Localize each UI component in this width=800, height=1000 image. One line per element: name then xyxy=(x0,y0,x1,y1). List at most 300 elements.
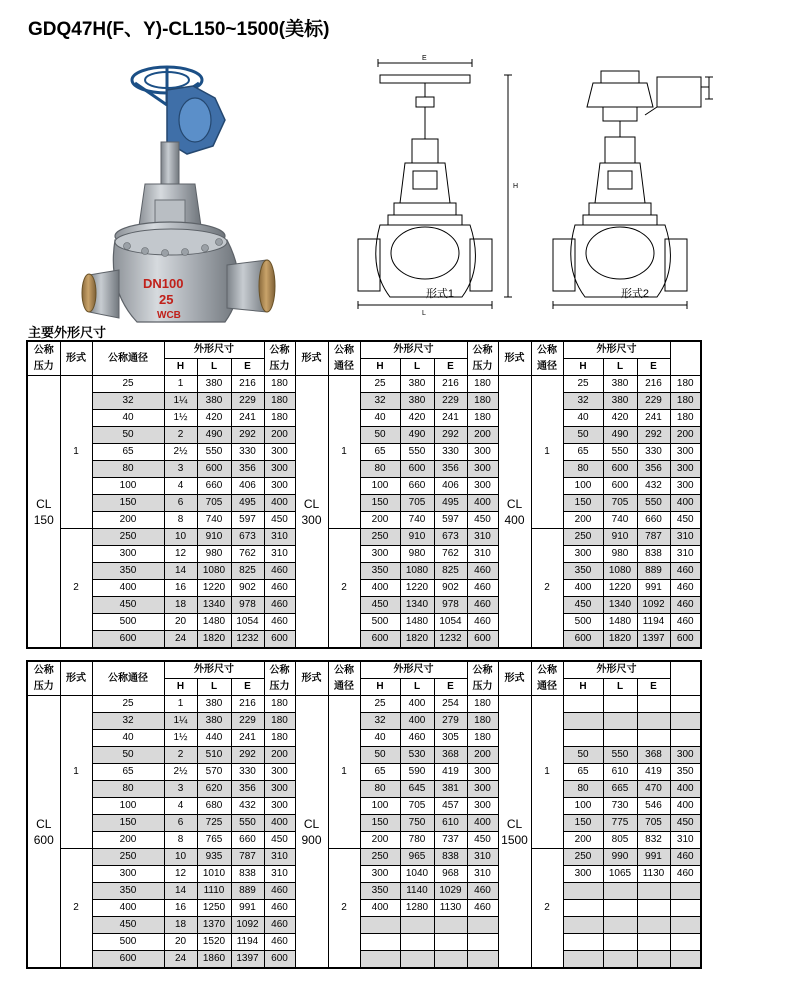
dn-inch: 24 xyxy=(164,631,197,649)
table-row xyxy=(27,563,701,580)
dn-mm: 50 xyxy=(563,747,603,764)
dim-e: 460 xyxy=(670,563,701,580)
dn-mm: 300 xyxy=(563,546,603,563)
dn-mm: 600 xyxy=(563,631,603,649)
dim-h: 660 xyxy=(197,478,231,495)
dn-mm: 100 xyxy=(92,798,164,815)
dim-e: 300 xyxy=(467,461,498,478)
table-row xyxy=(27,730,701,747)
dim-e: 460 xyxy=(467,900,498,917)
dn-mm: 50 xyxy=(92,747,164,764)
dim-l: 241 xyxy=(231,410,264,427)
dim-h: 420 xyxy=(400,410,434,427)
form-type: 1 xyxy=(531,696,563,849)
dim-e: 450 xyxy=(670,512,701,529)
dn-inch: 6 xyxy=(164,495,197,512)
header-pressure: 公称 压力 xyxy=(467,341,498,376)
table-row xyxy=(27,478,701,495)
dim-h: 750 xyxy=(400,815,434,832)
header-pressure: 公称 压力 xyxy=(264,661,295,696)
dn-mm: 40 xyxy=(360,410,400,427)
dim-e: 460 xyxy=(467,597,498,614)
dim-e: 200 xyxy=(264,747,295,764)
table-row xyxy=(27,764,701,781)
dim-h: 1280 xyxy=(400,900,434,917)
dim-l: 406 xyxy=(434,478,467,495)
dim-l: 241 xyxy=(231,730,264,747)
dim-h: 1480 xyxy=(400,614,434,631)
header-dimensions: 外形尺寸 xyxy=(164,661,264,679)
dim-e: 400 xyxy=(467,815,498,832)
header-e: E xyxy=(637,679,670,696)
dim-l: 787 xyxy=(231,849,264,866)
dim-h: 990 xyxy=(603,849,637,866)
dim-l: 330 xyxy=(231,764,264,781)
dn-mm: 32 xyxy=(360,393,400,410)
dim-h: 420 xyxy=(603,410,637,427)
dim-e: 180 xyxy=(467,696,498,713)
dim-h: 490 xyxy=(603,427,637,444)
dim-l: 432 xyxy=(637,478,670,495)
dn-mm: 80 xyxy=(563,461,603,478)
dn-inch: 18 xyxy=(164,597,197,614)
dim-h xyxy=(603,696,637,713)
dim-l: 1397 xyxy=(231,951,264,969)
dn-mm: 100 xyxy=(360,798,400,815)
header-dimensions: 外形尺寸 xyxy=(360,661,467,679)
dim-h: 1110 xyxy=(197,883,231,900)
dim-e: 300 xyxy=(264,478,295,495)
table-row xyxy=(27,376,701,393)
dim-h: 1065 xyxy=(603,866,637,883)
dim-e: 300 xyxy=(670,461,701,478)
dim-e: 450 xyxy=(467,832,498,849)
dim-l: 762 xyxy=(434,546,467,563)
dim-l: 902 xyxy=(434,580,467,597)
dim-l: 356 xyxy=(231,461,264,478)
dim-h: 380 xyxy=(400,376,434,393)
header-l: L xyxy=(400,359,434,376)
dim-e: 400 xyxy=(670,495,701,512)
dn-inch: 1 xyxy=(164,696,197,713)
dim-e: 600 xyxy=(264,631,295,649)
form-type: 1 xyxy=(328,376,360,529)
dn-mm: 65 xyxy=(563,764,603,781)
dim-l: 1232 xyxy=(231,631,264,649)
dim-e: 600 xyxy=(264,951,295,969)
dim-l: 356 xyxy=(434,461,467,478)
header-l: L xyxy=(603,679,637,696)
dim-e xyxy=(670,696,701,713)
dim-h: 665 xyxy=(603,781,637,798)
dim-l xyxy=(637,917,670,934)
dn-mm: 400 xyxy=(92,900,164,917)
dim-l: 356 xyxy=(637,461,670,478)
header-l: L xyxy=(197,679,231,696)
dim-l xyxy=(434,917,467,934)
dim-e: 180 xyxy=(670,410,701,427)
dim-l: 1092 xyxy=(231,917,264,934)
dn-mm: 450 xyxy=(92,597,164,614)
dim-h: 1520 xyxy=(197,934,231,951)
table-row xyxy=(27,849,701,866)
dn-mm: 150 xyxy=(92,495,164,512)
dim-e xyxy=(467,917,498,934)
dim-l xyxy=(637,730,670,747)
dim-e: 460 xyxy=(670,849,701,866)
dim-l: 330 xyxy=(434,444,467,461)
dim-l: 419 xyxy=(637,764,670,781)
dim-l: 254 xyxy=(434,696,467,713)
dn-mm xyxy=(563,934,603,951)
dim-l: 1194 xyxy=(231,934,264,951)
dim-e: 460 xyxy=(467,563,498,580)
dim-l: 825 xyxy=(231,563,264,580)
dim-l: 305 xyxy=(434,730,467,747)
dim-l: 546 xyxy=(637,798,670,815)
dim-e xyxy=(467,934,498,951)
dim-l: 610 xyxy=(434,815,467,832)
table-row xyxy=(27,713,701,730)
table-row xyxy=(27,393,701,410)
dim-e xyxy=(467,951,498,969)
dim-e: 180 xyxy=(467,393,498,410)
dn-mm: 250 xyxy=(92,529,164,546)
dim-h: 530 xyxy=(400,747,434,764)
dim-e: 200 xyxy=(467,747,498,764)
dim-l: 737 xyxy=(434,832,467,849)
dim-h: 550 xyxy=(603,444,637,461)
dim-e: 300 xyxy=(670,478,701,495)
header-dimensions: 外形尺寸 xyxy=(563,661,670,679)
dn-mm: 100 xyxy=(563,478,603,495)
header-form: 形式 xyxy=(60,661,92,696)
dn-mm: 150 xyxy=(360,495,400,512)
dim-l: 787 xyxy=(637,529,670,546)
table-row xyxy=(27,512,701,529)
dim-h: 910 xyxy=(400,529,434,546)
table-row xyxy=(27,444,701,461)
dim-l: 419 xyxy=(434,764,467,781)
dim-l: 241 xyxy=(434,410,467,427)
table-row xyxy=(27,866,701,883)
header-dimensions: 外形尺寸 xyxy=(563,341,670,359)
drawing-form-2 xyxy=(545,53,725,313)
dim-h: 550 xyxy=(603,747,637,764)
dn-mm: 32 xyxy=(360,713,400,730)
dn-mm: 350 xyxy=(360,883,400,900)
dim-l: 550 xyxy=(637,495,670,512)
dim-h: 1220 xyxy=(603,580,637,597)
dim-l: 1232 xyxy=(434,631,467,649)
dn-mm: 400 xyxy=(563,580,603,597)
dim-l: 406 xyxy=(231,478,264,495)
dim-e xyxy=(670,917,701,934)
dn-mm: 500 xyxy=(360,614,400,631)
dn-mm: 250 xyxy=(563,849,603,866)
dim-l: 978 xyxy=(434,597,467,614)
dn-mm: 400 xyxy=(360,900,400,917)
dn-mm: 50 xyxy=(92,427,164,444)
dim-l xyxy=(637,951,670,969)
form-type: 1 xyxy=(60,376,92,529)
dim-h: 765 xyxy=(197,832,231,849)
dim-e: 400 xyxy=(670,798,701,815)
dn-mm: 350 xyxy=(360,563,400,580)
dn-inch: 1½ xyxy=(164,730,197,747)
dn-inch: 10 xyxy=(164,849,197,866)
header-h: H xyxy=(164,359,197,376)
table-row xyxy=(27,410,701,427)
header-h: H xyxy=(563,679,603,696)
dim-l: 550 xyxy=(231,815,264,832)
dim-label-l: L xyxy=(422,310,426,317)
dim-e: 300 xyxy=(467,444,498,461)
dim-l: 660 xyxy=(637,512,670,529)
dn-inch: 20 xyxy=(164,614,197,631)
dn-inch: 14 xyxy=(164,563,197,580)
dim-h: 1010 xyxy=(197,866,231,883)
dn-mm: 25 xyxy=(92,376,164,393)
dim-h: 600 xyxy=(603,478,637,495)
dn-mm: 200 xyxy=(92,512,164,529)
dim-l: 229 xyxy=(231,713,264,730)
dim-h: 780 xyxy=(400,832,434,849)
dim-e: 180 xyxy=(467,730,498,747)
dim-h: 980 xyxy=(197,546,231,563)
dim-l xyxy=(637,696,670,713)
dim-e: 460 xyxy=(670,866,701,883)
dim-l: 1130 xyxy=(637,866,670,883)
dn-mm: 450 xyxy=(563,597,603,614)
dim-h: 645 xyxy=(400,781,434,798)
dn-mm: 65 xyxy=(563,444,603,461)
table-row xyxy=(27,900,701,917)
table-row xyxy=(27,529,701,546)
dn-mm xyxy=(563,900,603,917)
header-dn: 公称 通径 xyxy=(531,341,563,376)
dim-l: 229 xyxy=(637,393,670,410)
table-row xyxy=(27,696,701,713)
dn-mm: 400 xyxy=(92,580,164,597)
dim-l: 216 xyxy=(231,376,264,393)
dim-e: 460 xyxy=(467,580,498,597)
header-e: E xyxy=(231,359,264,376)
dim-label-h: H xyxy=(513,183,519,190)
dim-l: 292 xyxy=(231,747,264,764)
dim-e: 300 xyxy=(467,764,498,781)
dim-l: 1054 xyxy=(231,614,264,631)
dim-l: 838 xyxy=(434,849,467,866)
dn-mm: 300 xyxy=(92,866,164,883)
header-dn: 公称通径 xyxy=(92,341,164,376)
dim-h xyxy=(603,730,637,747)
dn-inch: 4 xyxy=(164,478,197,495)
dim-e: 200 xyxy=(670,427,701,444)
dn-mm: 200 xyxy=(92,832,164,849)
dim-h: 740 xyxy=(197,512,231,529)
dim-h: 910 xyxy=(603,529,637,546)
dim-h: 490 xyxy=(400,427,434,444)
dn-mm: 32 xyxy=(92,713,164,730)
photo-mark-pn: 25 xyxy=(159,292,174,307)
header-dn: 公称 通径 xyxy=(328,661,360,696)
dim-h: 380 xyxy=(603,376,637,393)
dim-h: 490 xyxy=(197,427,231,444)
dn-mm: 450 xyxy=(92,917,164,934)
dim-l: 356 xyxy=(231,781,264,798)
dim-l: 978 xyxy=(231,597,264,614)
dim-label-e: E xyxy=(422,55,427,62)
dim-l: 381 xyxy=(434,781,467,798)
dim-e: 460 xyxy=(264,614,295,631)
dim-e: 180 xyxy=(467,410,498,427)
table-row xyxy=(27,580,701,597)
dimension-table-1 xyxy=(26,340,702,649)
dn-mm: 25 xyxy=(563,376,603,393)
dim-l: 1130 xyxy=(434,900,467,917)
header-e: E xyxy=(637,359,670,376)
header-e: E xyxy=(434,679,467,696)
photo-mark-dn: DN100 xyxy=(143,276,184,291)
dim-e: 180 xyxy=(264,410,295,427)
dim-h: 400 xyxy=(400,713,434,730)
dn-mm: 50 xyxy=(360,747,400,764)
form-type: 2 xyxy=(328,849,360,969)
dn-mm xyxy=(563,713,603,730)
dim-e: 400 xyxy=(264,815,295,832)
dn-mm: 80 xyxy=(360,461,400,478)
table-row xyxy=(27,951,701,969)
dn-mm: 40 xyxy=(92,730,164,747)
dim-l: 889 xyxy=(637,563,670,580)
dn-inch: 20 xyxy=(164,934,197,951)
dn-mm xyxy=(563,696,603,713)
dim-e: 180 xyxy=(264,730,295,747)
header-form: 形式 xyxy=(498,661,531,696)
form-type: 2 xyxy=(60,529,92,649)
dn-mm: 65 xyxy=(360,764,400,781)
dim-e: 300 xyxy=(467,478,498,495)
dim-h: 1080 xyxy=(400,563,434,580)
dim-h: 805 xyxy=(603,832,637,849)
dim-e: 460 xyxy=(264,597,295,614)
dim-l: 597 xyxy=(434,512,467,529)
dim-e: 300 xyxy=(467,781,498,798)
dim-h: 1480 xyxy=(603,614,637,631)
dim-l: 1194 xyxy=(637,614,670,631)
dim-h: 1480 xyxy=(197,614,231,631)
dim-e: 310 xyxy=(264,529,295,546)
pressure-class: CL 400 xyxy=(498,376,531,649)
dn-mm: 150 xyxy=(360,815,400,832)
dim-h: 1820 xyxy=(197,631,231,649)
dimension-table-2 xyxy=(26,660,702,969)
header-dn: 公称通径 xyxy=(92,661,164,696)
dim-h: 1040 xyxy=(400,866,434,883)
table-row xyxy=(27,597,701,614)
dn-mm: 500 xyxy=(563,614,603,631)
dim-l xyxy=(637,934,670,951)
dim-e: 310 xyxy=(264,866,295,883)
dim-e: 600 xyxy=(670,631,701,649)
dim-h: 730 xyxy=(603,798,637,815)
dim-h: 600 xyxy=(400,461,434,478)
dim-e xyxy=(670,900,701,917)
dim-l: 368 xyxy=(637,747,670,764)
dn-inch: 4 xyxy=(164,798,197,815)
dim-l: 279 xyxy=(434,713,467,730)
dim-h: 910 xyxy=(197,529,231,546)
dn-mm: 80 xyxy=(563,781,603,798)
dim-e: 300 xyxy=(467,798,498,815)
dim-l: 432 xyxy=(231,798,264,815)
dim-e: 300 xyxy=(670,747,701,764)
dim-l: 292 xyxy=(434,427,467,444)
dn-mm: 25 xyxy=(360,696,400,713)
dn-mm: 50 xyxy=(360,427,400,444)
dim-e: 300 xyxy=(264,798,295,815)
dim-l: 495 xyxy=(434,495,467,512)
dim-e: 180 xyxy=(467,376,498,393)
dim-e: 460 xyxy=(670,597,701,614)
dn-inch: 12 xyxy=(164,866,197,883)
dim-h: 705 xyxy=(197,495,231,512)
dn-mm: 600 xyxy=(92,951,164,969)
header-h: H xyxy=(360,359,400,376)
dim-e: 460 xyxy=(467,614,498,631)
dim-l: 330 xyxy=(231,444,264,461)
dim-l xyxy=(637,883,670,900)
header-h: H xyxy=(563,359,603,376)
dim-h: 660 xyxy=(400,478,434,495)
dn-inch: 6 xyxy=(164,815,197,832)
dim-h: 380 xyxy=(400,393,434,410)
dim-h: 590 xyxy=(400,764,434,781)
dn-mm: 25 xyxy=(360,376,400,393)
dim-e xyxy=(670,951,701,969)
dim-e: 600 xyxy=(467,631,498,649)
dim-l: 1054 xyxy=(434,614,467,631)
dn-mm: 350 xyxy=(563,563,603,580)
dim-e: 180 xyxy=(264,376,295,393)
dim-h: 1370 xyxy=(197,917,231,934)
drawing-caption-1: 形式1 xyxy=(425,288,455,300)
dn-inch: 1¼ xyxy=(164,393,197,410)
dim-h: 550 xyxy=(197,444,231,461)
dim-h: 460 xyxy=(400,730,434,747)
dn-mm: 100 xyxy=(92,478,164,495)
dn-inch: 1 xyxy=(164,376,197,393)
dn-mm: 500 xyxy=(92,934,164,951)
header-pressure: 公称 压力 xyxy=(264,341,295,376)
dim-l: 1029 xyxy=(434,883,467,900)
dim-e: 400 xyxy=(670,781,701,798)
dim-h: 1340 xyxy=(400,597,434,614)
dim-h: 1860 xyxy=(197,951,231,969)
dim-e: 460 xyxy=(264,934,295,951)
dn-mm xyxy=(360,951,400,969)
dn-mm: 65 xyxy=(360,444,400,461)
dim-h: 610 xyxy=(603,764,637,781)
dn-mm: 32 xyxy=(92,393,164,410)
dim-e: 460 xyxy=(670,580,701,597)
dn-inch: 16 xyxy=(164,900,197,917)
dim-l: 991 xyxy=(637,849,670,866)
dim-h: 680 xyxy=(197,798,231,815)
pressure-class: CL 1500 xyxy=(498,696,531,969)
dn-inch: 8 xyxy=(164,512,197,529)
